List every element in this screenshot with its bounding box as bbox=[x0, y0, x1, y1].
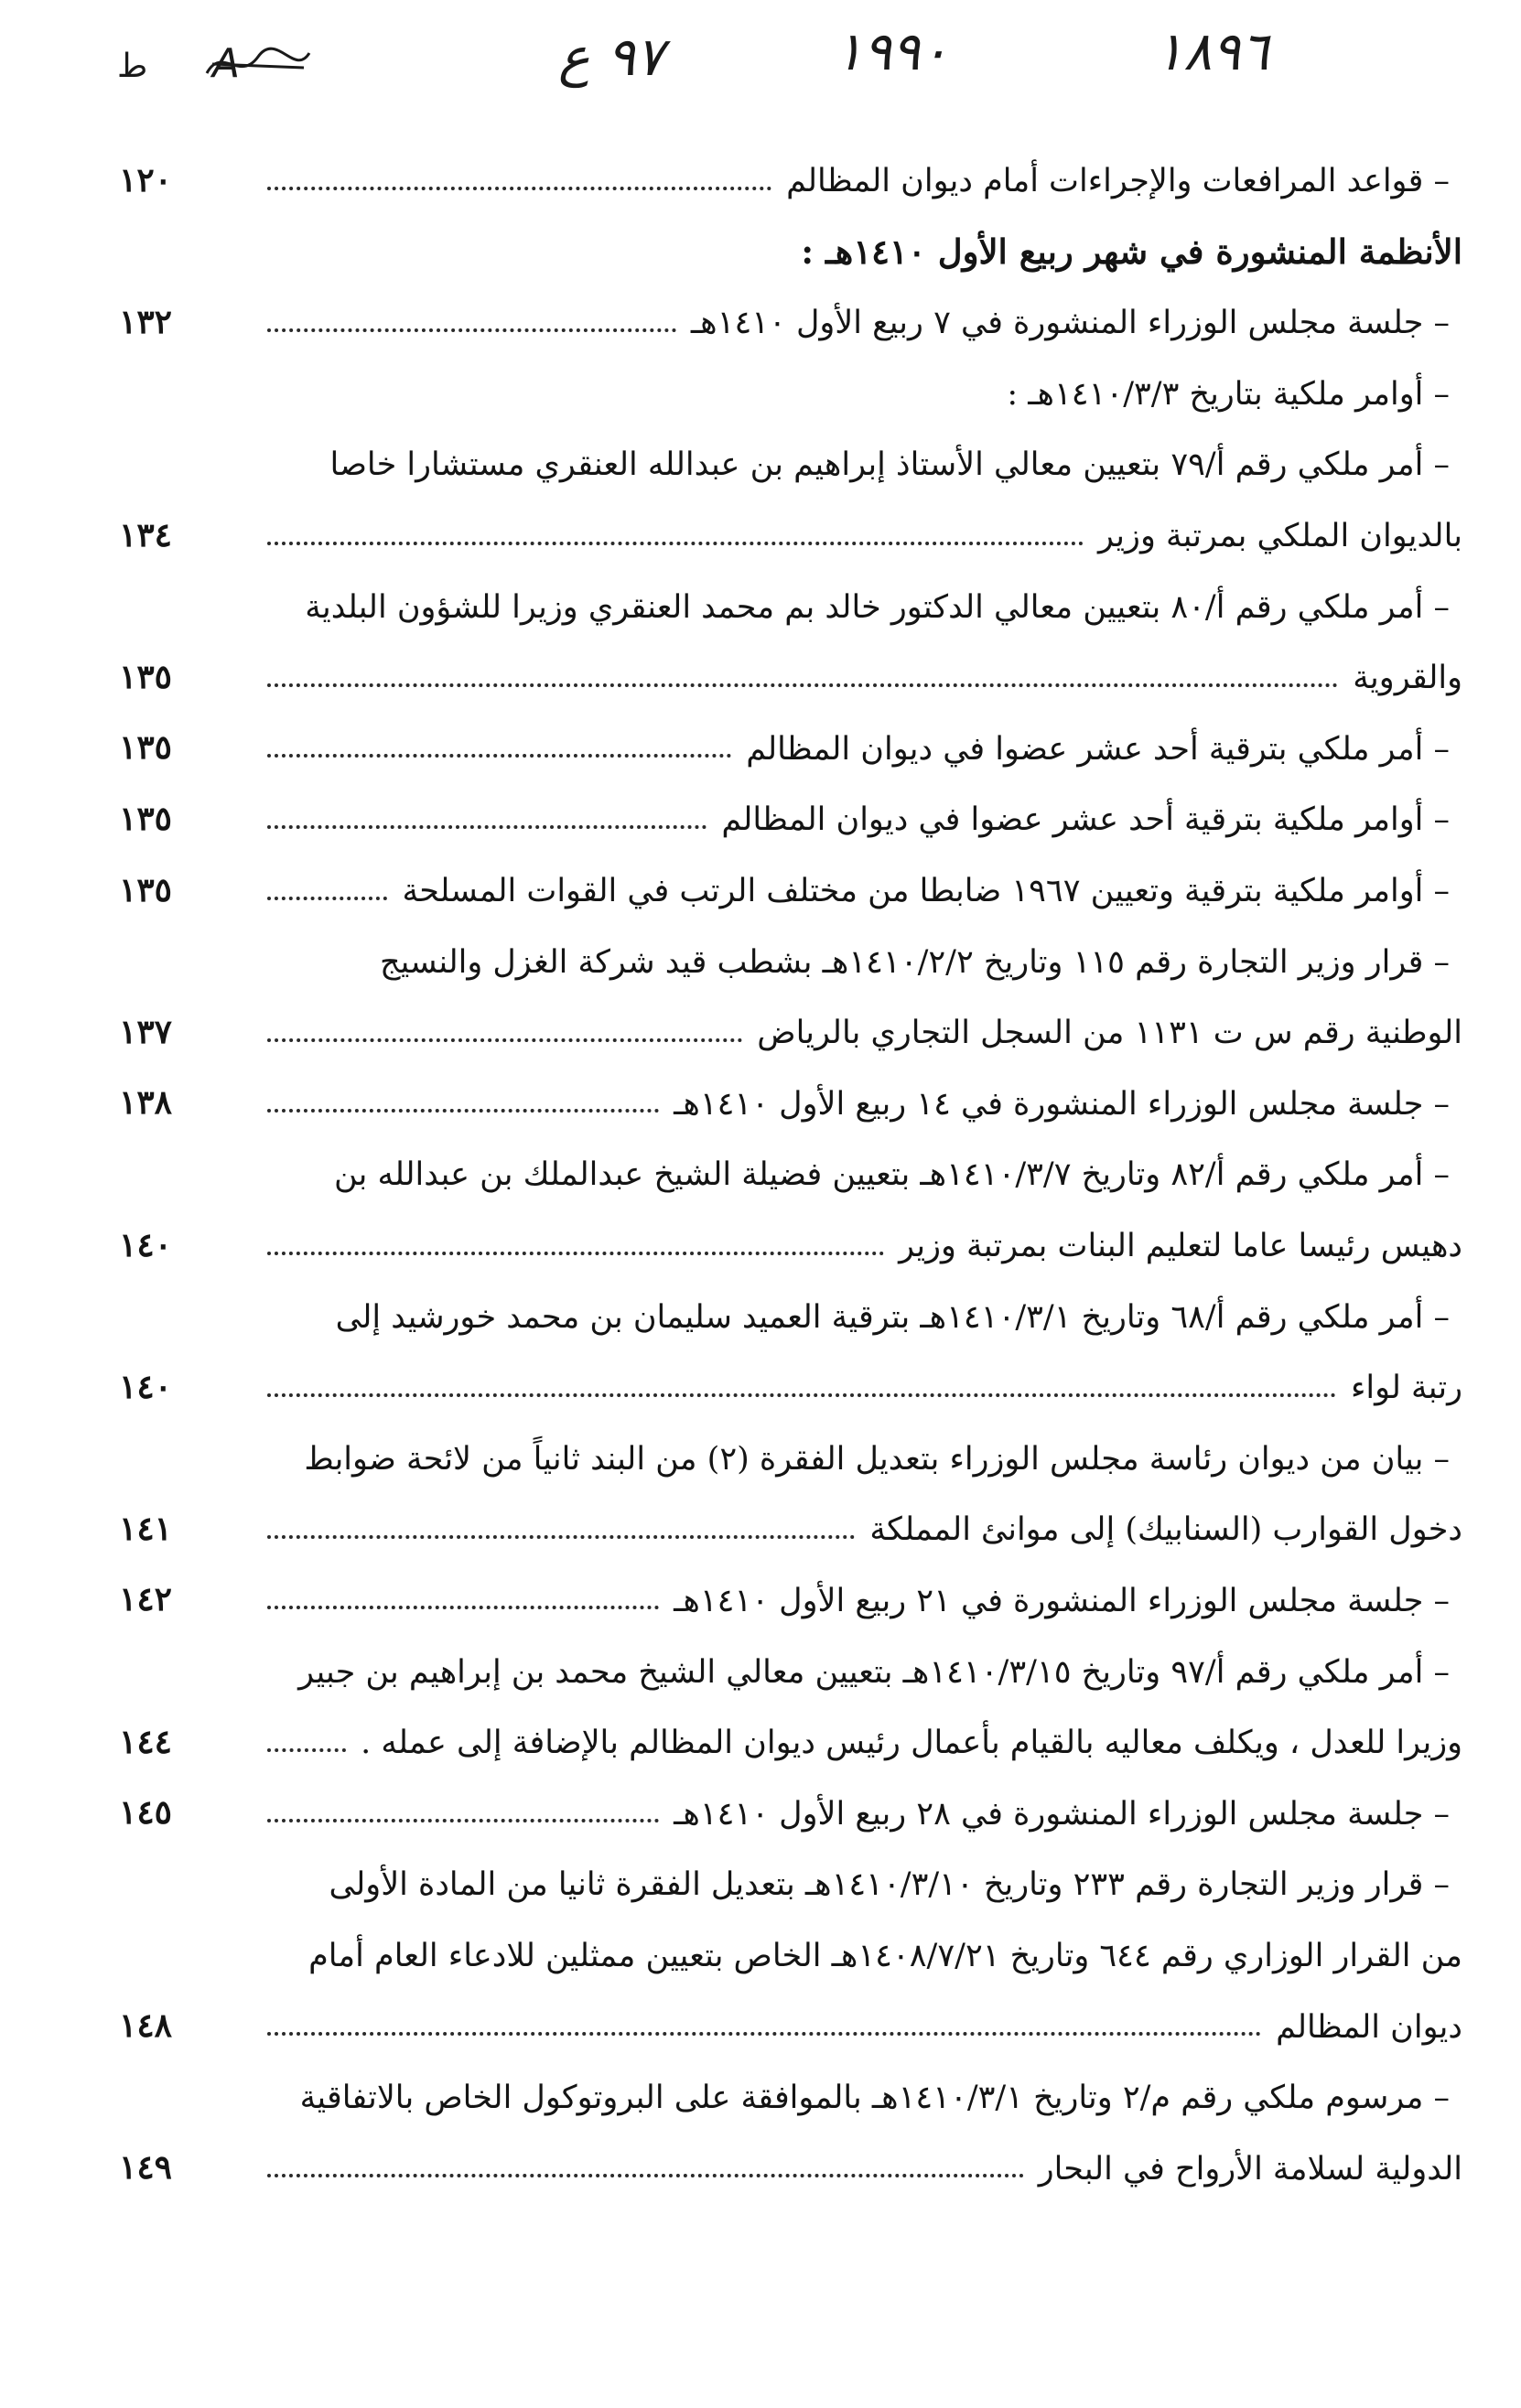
toc-entry bbox=[108, 1841, 1462, 1912]
toc-entry-title: – أمر ملكي بترقية أحد عشر عضوا في ديوان المظالم bbox=[746, 730, 1450, 768]
toc-section-heading bbox=[108, 209, 1462, 280]
toc-entry-title: – أوامر ملكية بترقية وتعيين ١٩٦٧ ضابطا من مختلف الرتب في القوات المسلحة bbox=[402, 873, 1450, 910]
toc-entry bbox=[108, 350, 1462, 422]
toc-entry bbox=[108, 564, 1462, 635]
dot-leader bbox=[267, 328, 676, 332]
toc-entry bbox=[108, 847, 1462, 919]
toc-entry-title: – أوامر ملكية بترقية أحد عشر عضوا في ديوان المظالم bbox=[721, 801, 1450, 839]
toc-page-number: ١٣٧ bbox=[119, 1012, 173, 1051]
toc-entry-title: – بيان من ديوان رئاسة مجلس الوزراء بتعديل الفقرة (٢) من البند ثانياً من لائحة ضوابط bbox=[304, 1440, 1450, 1478]
toc-entry-title: – أمر ملكي رقم أ/٩٧ وتاريخ ١٤١٠/٣/١٥هـ بتعيين معالي الشيخ محمد بن إبراهيم بن جبير bbox=[298, 1653, 1450, 1691]
toc-entry-continuation bbox=[108, 1486, 1462, 1557]
toc-entry-continuation bbox=[108, 1983, 1462, 2054]
handwritten-mark-initials: A bbox=[212, 40, 241, 87]
toc-entry-title: دهيس رئيسا عاما لتعليم البنات بمرتبة وزير bbox=[899, 1228, 1462, 1264]
toc-page-number: ١٣٥ bbox=[119, 870, 173, 909]
toc-entry-title: الوطنية رقم س ت ١١٣١ من السجل التجاري بالرياض bbox=[757, 1015, 1462, 1052]
toc-page-number: ١٣٨ bbox=[119, 1083, 173, 1123]
toc-page-number: ١٣٤ bbox=[119, 515, 173, 554]
handwritten-mark-ta: ط bbox=[117, 48, 148, 85]
toc-entry bbox=[108, 1557, 1462, 1629]
toc-page-number: ١٤١ bbox=[119, 1509, 173, 1548]
toc-page-number: ١٤٥ bbox=[119, 1793, 173, 1833]
table-of-contents bbox=[108, 137, 1462, 2196]
dot-leader bbox=[267, 1038, 742, 1042]
dot-leader bbox=[267, 754, 731, 758]
toc-entry bbox=[108, 421, 1462, 492]
dot-leader bbox=[267, 2174, 1024, 2177]
toc-entry-title: من القرار الوزاري رقم ٦٤٤ وتاريخ ١٤٠٨/٧/٢١هـ الخاص بتعيين ممثلين للادعاء العام أمام bbox=[308, 1937, 1462, 1974]
toc-page-number: ١٣٥ bbox=[119, 799, 173, 838]
toc-entry bbox=[108, 2054, 1462, 2125]
toc-entry-title: – جلسة مجلس الوزراء المنشورة في ٧ ربيع الأول ١٤١٠هـ bbox=[690, 305, 1450, 342]
toc-entry bbox=[108, 1628, 1462, 1699]
toc-page-number: ١٤٨ bbox=[119, 2006, 173, 2046]
toc-entry-title: بالديوان الملكي بمرتبة وزير bbox=[1098, 518, 1462, 555]
handwritten-year-1990: ١٩٩٠ bbox=[835, 20, 949, 82]
toc-page-number: ١٤٤ bbox=[119, 1722, 173, 1761]
dot-leader bbox=[267, 187, 771, 190]
toc-entry-title: – أمر ملكي رقم أ/٦٨ وتاريخ ١٤١٠/٣/١هـ بترقية العميد سليمان بن محمد خورشيد إلى bbox=[335, 1298, 1450, 1336]
toc-entry bbox=[108, 1415, 1462, 1487]
dot-leader bbox=[267, 683, 1338, 687]
toc-entry-title: – أمر ملكي رقم أ/٨٠ بتعيين معالي الدكتور خالد بم محمد العنقري وزيرا للشؤون البلدية bbox=[305, 588, 1450, 626]
toc-entry-continuation bbox=[108, 634, 1462, 705]
toc-entry-title: – قرار وزير التجارة رقم ٢٣٣ وتاريخ ١٤١٠/٣/١٠هـ بتعديل الفقرة ثانيا من المادة الأولى bbox=[329, 1866, 1450, 1904]
toc-entry-title: – جلسة مجلس الوزراء المنشورة في ٢١ ربيع الأول ١٤١٠هـ bbox=[674, 1582, 1450, 1619]
toc-entry-title: ديوان المظالم bbox=[1276, 2008, 1462, 2046]
toc-entry bbox=[108, 1770, 1462, 1842]
toc-page-number: ١٢٠ bbox=[119, 160, 173, 199]
toc-entry bbox=[108, 919, 1462, 990]
toc-entry-title: رتبة لواء bbox=[1350, 1370, 1462, 1407]
dot-leader bbox=[267, 2032, 1261, 2036]
toc-entry-continuation bbox=[108, 989, 1462, 1060]
toc-page-number: ١٤٢ bbox=[119, 1580, 173, 1619]
dot-leader bbox=[267, 1535, 855, 1539]
toc-entry-continuation bbox=[108, 492, 1462, 564]
toc-page-number: ١٣٥ bbox=[119, 657, 173, 696]
toc-entry-title: – أمر ملكي رقم أ/٨٢ وتاريخ ١٤١٠/٣/٧هـ بتعيين فضيلة الشيخ عبدالملك بن عبدالله بن bbox=[333, 1156, 1450, 1194]
dot-leader bbox=[267, 1606, 659, 1609]
handwritten-year-1896: ١٨٩٦ bbox=[1155, 20, 1269, 82]
toc-page-number: ١٣٥ bbox=[119, 728, 173, 768]
toc-entry bbox=[108, 1131, 1462, 1202]
dot-leader bbox=[267, 542, 1084, 545]
toc-page-number: ١٤٩ bbox=[119, 2148, 173, 2188]
toc-entry-title: – جلسة مجلس الوزراء المنشورة في ٢٨ ربيع الأول ١٤١٠هـ bbox=[674, 1795, 1450, 1833]
toc-entry-title: – أمر ملكي رقم أ/٧٩ بتعيين معالي الأستاذ إبراهيم بن عبدالله العنقري مستشارا خاصا bbox=[329, 446, 1450, 484]
toc-entry-title: دخول القوارب (السنابيك) إلى موانئ المملكة bbox=[869, 1511, 1462, 1549]
toc-entry-title: وزيرا للعدل ، ويكلف معاليه بالقيام بأعمال رئيس ديوان المظالم بالإضافة إلى عمله . bbox=[361, 1725, 1462, 1762]
dot-leader bbox=[267, 1393, 1336, 1397]
dot-leader bbox=[267, 897, 387, 900]
toc-page-number: ١٤٠ bbox=[119, 1225, 173, 1264]
toc-entry-continuation bbox=[108, 1344, 1462, 1415]
toc-entry-title: – قواعد المرافعات والإجراءات أمام ديوان المظالم bbox=[786, 163, 1450, 200]
toc-page-number: ١٣٢ bbox=[119, 302, 173, 341]
toc-entry-continuation bbox=[108, 1202, 1462, 1274]
toc-entry-title: – قرار وزير التجارة رقم ١١٥ وتاريخ ١٤١٠/٢/٢هـ بشطب قيد شركة الغزل والنسيج bbox=[380, 943, 1450, 981]
dot-leader bbox=[267, 1109, 659, 1113]
toc-entry bbox=[108, 1060, 1462, 1132]
toc-entry-title: والقروية bbox=[1353, 660, 1462, 697]
toc-entry bbox=[108, 1274, 1462, 1345]
dot-leader bbox=[267, 1819, 659, 1822]
scribble-strikeout-icon bbox=[203, 37, 313, 90]
toc-entry bbox=[108, 705, 1462, 777]
dot-leader bbox=[267, 1252, 884, 1255]
toc-entry-title: – مرسوم ملكي رقم م/٢ وتاريخ ١٤١٠/٣/١هـ بالموافقة على البروتوكول الخاص بالاتفاقية bbox=[299, 2080, 1450, 2117]
dot-leader bbox=[267, 1748, 346, 1752]
handwritten-code: ٩٧ ع bbox=[558, 26, 664, 88]
toc-entry-continuation bbox=[108, 2125, 1462, 2197]
toc-entry bbox=[108, 137, 1462, 209]
toc-entry bbox=[108, 279, 1462, 350]
section-heading-title: الأنظمة المنشورة في شهر ربيع الأول ١٤١٠هـ : bbox=[801, 231, 1462, 272]
toc-entry-title: – جلسة مجلس الوزراء المنشورة في ١٤ ربيع الأول ١٤١٠هـ bbox=[674, 1085, 1450, 1123]
toc-entry-continuation bbox=[108, 1912, 1462, 1983]
toc-page-number: ١٤٠ bbox=[119, 1367, 173, 1406]
toc-entry-title: الدولية لسلامة الأرواح في البحار bbox=[1038, 2150, 1462, 2188]
dot-leader bbox=[267, 825, 707, 829]
toc-entry-continuation bbox=[108, 1699, 1462, 1770]
toc-entry-title: – أوامر ملكية بتاريخ ١٤١٠/٣/٣هـ : bbox=[1007, 375, 1450, 413]
toc-entry bbox=[108, 776, 1462, 847]
